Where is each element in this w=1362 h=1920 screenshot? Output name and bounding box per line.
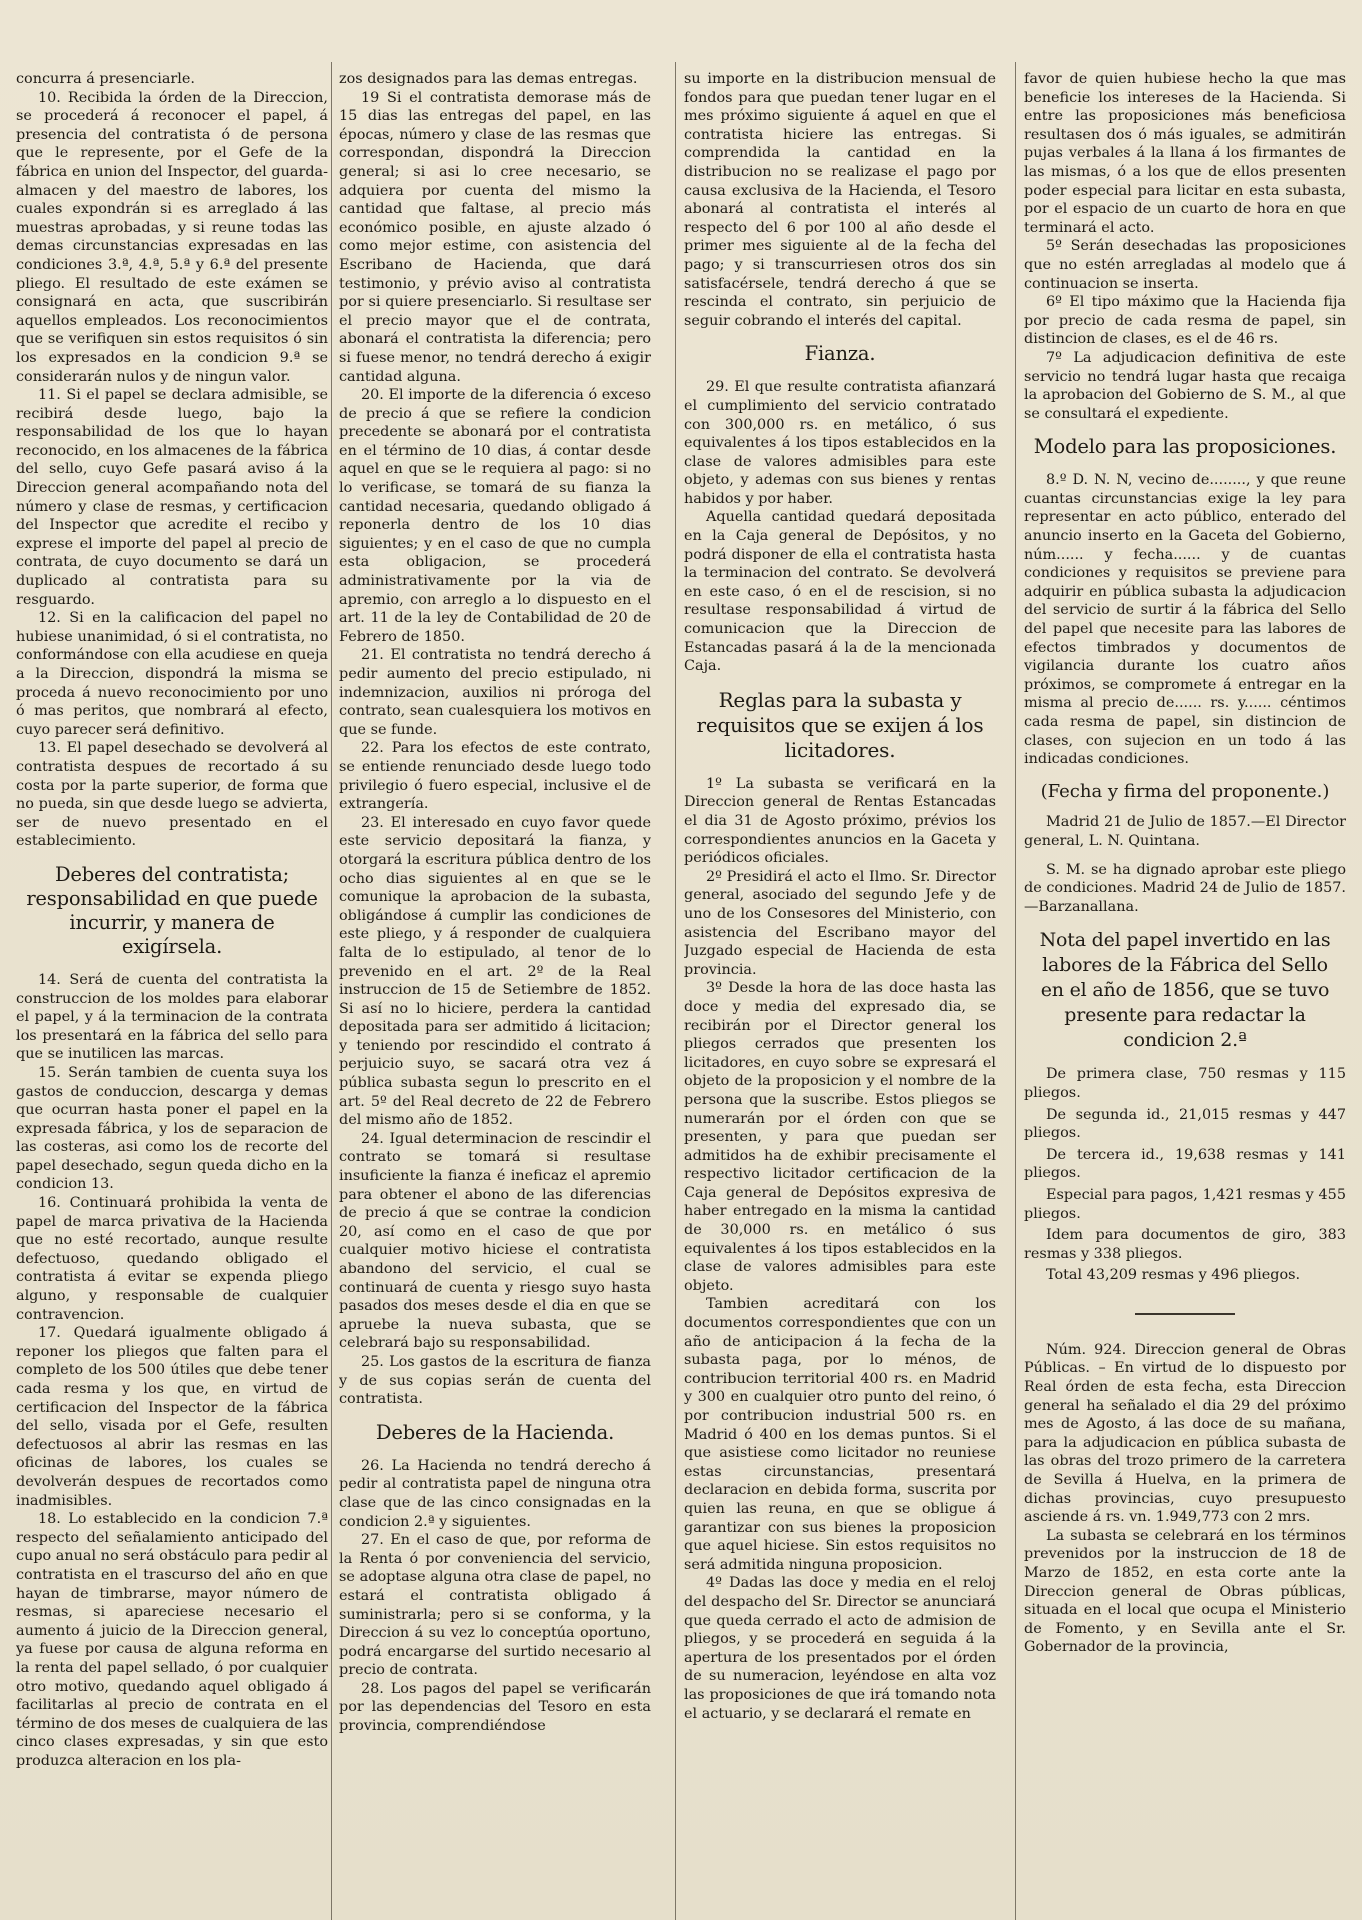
paragraph: 4º Dadas las doce y media en el reloj del despacho del Sr. Director se anunciará que queda cerrado el acto de admision de pliegos, y se procederá en seguida á la apertura de los presentados por el órden de su numeracion, leyéndose en alta voz las proposiciones de que irá tomando nota el actuario, y se declarará el remate en	[684, 1575, 996, 1722]
signature-placeholder: (Fecha y firma del proponente.)	[1040, 780, 1330, 802]
paragraph: favor de quien hubiese hecho la que mas beneficie los intereses de la Hacienda. Si entre las proposiciones más beneficiosa resultasen dos ó más iguales, se admitirán pujas verbales á la llana á los firmantes de las mismas, ó a los que de ellos presenten poder especial para licitar en esta subasta, por el espacio de un cuarto de hora en que terminará el acto.	[1024, 71, 1346, 236]
list-item: Especial para pagos, 1,421 resmas y 455 pliegos.	[1024, 1186, 1346, 1222]
paragraph: 17. Quedará igualmente obligado á reponer los pliegos que falten para el completo de los 500 útiles que debe tener cada resma y los que, en virtud de certificacion del Inspector de la fábrica del sello, visada por el Gefe, resulten defectuosos al abrir las resmas en las oficinas de labores, los cuales se devolverán despues de recortados como inadmisibles.	[16, 1325, 328, 1509]
section-heading: Nota del papel invertido en las labores de la Fábrica del Sello en el año de 1856, que se tuvo presente para redactar la condicion 2.ª	[1039, 929, 1331, 1052]
paragraph: concurra á presenciarle.	[16, 71, 195, 87]
paragraph: Tambien acreditará con los documentos correspondientes que con un año de anticipacion á la fecha de la subasta paga, por lo ménos, de contribucion territorial 400 rs. en Madrid y 300 en cualquier otro punto del reino, ó por contribucion industrial 500 rs. en Madrid ó 400 en los demas puntos. Si el que asistiese como licitador no reuniese estas circunstancias, presentará declaracion en debida forma, suscrita por quien las reuna, en que se obligue á garantizar con sus bienes la proposicion que aquel hiciese. Sin estos requisitos no será admitida ninguna proposicion.	[684, 1296, 996, 1573]
paragraph: 3º Desde la hora de las doce hasta las doce y media del expresado dia, se recibirán por el Director general los pliegos cerrados que presenten los licitadores, en cuyo sobre se expresará el objeto de la proposicion y el nombre de la persona que la suscribe. Estos pliegos se numerarán por el órden con que se presenten, y para que puedan ser admitidos ha de exhibir precisamente el respectivo licitador certificacion de la Caja general de Depósitos expresiva de haber entregado en la misma la cantidad de 30,000 rs. en metálico ó sus equivalentes á los tipos establecidos en la clase de valores admisibles para este objeto.	[684, 980, 996, 1294]
column-2	[339, 70, 651, 1910]
paragraph: 20. El importe de la diferencia ó exceso de precio á que se refiere la condicion precedente se abonará por el contratista en el término de 10 dias, á contar desde aquel en que se le requiera al pago: si no lo verificase, se tomará de su fianza la cantidad necesaria, quedando obligado á reponerla dentro de los 10 dias siguientes; y en el caso de que no cumpla esta obligacion, se procederá administrativamente por la via de apremio, con arreglo a lo dispuesto en el art. 11 de la ley de Contabilidad de 20 de Febrero de 1850.	[339, 387, 651, 645]
paragraph: 11. Si el papel se declara admisible, se recibirá desde luego, bajo la responsabilidad de los que lo hayan reconocido, en los almacenes de la fábrica del sello, cuyo Gefe pasará aviso á la Direccion general acompañando nota del número y clase de resmas, y certificacion del Inspector que acredite el recibo y exprese el importe del papel al precio de contrata, de cuyo documento se dará un duplicado al contratista para su resguardo.	[16, 387, 328, 608]
section-heading: Deberes del contratista; responsabilidad en que puede incurrir, y manera de exigírsela.	[26, 862, 318, 958]
column-divider	[1015, 62, 1016, 1920]
paragraph: zos designados para las demas entregas.	[339, 71, 638, 87]
paragraph: 23. El interesado en cuyo favor quede este servicio depositará la fianza, y otorgará la escritura pública dentro de los ocho dias siguientes al en que se le comunique la aprobacion de la subasta, obligándose á cumplir las condiciones de este pliego, y á responder de cualquiera falta de lo estipulado, al tenor de lo prevenido en el art. 2º de la Real instruccion de 15 de Setiembre de 1852. Si así no lo hiciere, perdera la cantidad depositada para ser admitido á licitacion; y teniendo por rescindido el contrato á perjuicio suyo, se sacará otra vez á pública subasta segun lo prescrito en el art. 5º del Real decreto de 22 de Febrero del mismo año de 1852.	[339, 814, 651, 1129]
column-1	[16, 70, 328, 1910]
list-item: Total 43,209 resmas y 496 pliegos.	[1046, 1267, 1301, 1284]
paragraph: 12. Si en la calificacion del papel no hubiese unanimidad, ó si el contratista, no conformándose con ella acudiese en queja a la Direccion, dispondrá la misma se proceda á nuevo reconocimiento por uno ó mas peritos, que nombrará al efecto, cuyo parecer será definitivo.	[16, 610, 328, 738]
column-divider	[331, 62, 332, 1920]
list-item: De tercera id., 19,638 resmas y 141 pliegos.	[1024, 1146, 1346, 1182]
column-3	[684, 70, 996, 1910]
paragraph: 7º La adjudicacion definitiva de este servicio no tendrá lugar hasta que recaiga la aprobacion del Gobierno de S. M., al que se consultará el expediente.	[1024, 349, 1346, 422]
paragraph: 14. Será de cuenta del contratista la construccion de los moldes para elaborar el papel, y á la terminacion de la contrata los presentará en la fábrica del sello para que se inutilicen las marcas.	[16, 971, 328, 1063]
column-divider	[675, 62, 676, 1920]
paragraph: S. M. se ha dignado aprobar este pliego de condiciones. Madrid 24 de Julio de 1857.—Barzanallana.	[1024, 861, 1346, 915]
paragraph: Madrid 21 de Julio de 1857.—El Director general, L. N. Quintana.	[1024, 814, 1346, 849]
stats-list	[1024, 1065, 1346, 1285]
paragraph: 16. Continuará prohibida la venta de papel de marca privativa de la Hacienda que no esté recortado, aunque resulte defectuoso, quedando obligado el contratista á evitar se expenda pliego alguno, y responsable de cualquier contravencion.	[16, 1195, 328, 1323]
paragraph: 15. Serán tambien de cuenta suya los gastos de conduccion, descarga y demas que ocurran hasta poner el papel en la expresada fábrica, y los de separacion de las costeras, asi como los de recorte del papel desechado, segun queda dicho en la condicion 13.	[16, 1064, 328, 1193]
paragraph: 8.º D. N. N, vecino de........, y que reune cuantas circunstancias exige la ley para representar en acto público, enterado del anuncio inserto en la Gaceta del Gobierno, núm...... y fecha...... y de cuantas condiciones y requisitos se previene para adquirir en pública subasta la adjudicacion del servicio de surtir á la fábrica del Sello del papel que necesite para las labores de efectos timbrados y documentos de vigilancia durante los cuatro años próximos, se compromete á entregar en la misma al precio de...... rs. y...... céntimos cada resma de papel, sin distincion de clases, con sujecion en un todo á las indicadas condiciones.	[1024, 472, 1346, 768]
paragraph: La subasta se celebrará en los términos prevenidos por la instruccion de 18 de Marzo de 1852, en esta corte ante la Direccion general de Obras públicas, situada en el local que ocupa el Ministerio de Fomento, y en Sevilla ante el Sr. Gobernador de la provincia,	[1024, 1527, 1346, 1656]
paragraph: 27. En el caso de que, por reforma de la Renta ó por conveniencia del servicio, se adoptase alguna otra clase de papel, no estará el contratista obligado á suministrarla; pero si se conforma, y la Direccion á su vez lo conceptúa oportuno, podrá encargarse del surtido necesario al precio de contrata.	[339, 1532, 651, 1679]
section-heading: Modelo para las proposiciones.	[1033, 435, 1337, 459]
paragraph: su importe en la distribucion mensual de fondos para que puedan tener lugar en el mes próximo siguiente á aquel en que el contratista hiciere las entregas. Si comprendida la cantidad en la distribucion no se realizase el pago por causa exclusiva de la Hacienda, el Tesoro abonará al contratista el interés al respecto del 6 por 100 al año desde el primer mes siguiente al de la fecha del pago; y si transcurriesen otros dos sin satisfacérsele, tendrá derecho á que se rescinda el contrato, sin perjuicio de seguir cobrando el interés del capital.	[684, 71, 996, 329]
section-heading: Fianza.	[804, 342, 876, 366]
list-item: Idem para documentos de giro, 383 resmas y 338 pliegos.	[1024, 1227, 1346, 1262]
section-heading: Deberes de la Hacienda.	[375, 1420, 615, 1444]
paragraph: 19 Si el contratista demorase más de 15 dias las entregas del papel, en las épocas, número y clase de las resmas que correspondan, dispondrá la Direccion general; si asi lo cree necesario, se adquiera por cuenta del mismo la cantidad que faltase, al precio más económico posible, en ajuste alzado ó como mejor estime, con asistencia del Escribano de Hacienda, que dará testimonio, y prévio aviso al contratista por si quiere presenciarlo. Si resultase ser el precio mayor que el de contrata, abonará el contratista la diferencia; pero si fuese menor, no tendrá derecho á exigir cantidad alguna.	[339, 89, 651, 385]
paragraph: 29. El que resulte contratista afianzará el cumplimiento del servicio contratado con 300,000 rs. en metálico, ó sus equivalentes á los tipos establecidos en la clase de valores admisibles para este objeto, y ademas con sus bienes y rentas habidos y por haber.	[684, 379, 996, 507]
paragraph: Núm. 924. Direccion general de Obras Públicas. – En virtud de lo dispuesto por Real órden de esta fecha, esta Direccion general ha señalado el dia 29 del próximo mes de Agosto, á las doce de su mañana, para la adjudicacion en pública subasta de las obras del trozo primero de la carretera de Sevilla á Huelva, en la primera de dichas provincias, cuyo presupuesto asciende á rs. vn. 1.949,773 con 2 mrs.	[1024, 1341, 1346, 1526]
paragraph: 10. Recibida la órden de la Direccion, se procederá á reconocer el papel, á presencia del contratista ó de persona que le represente, por el Gefe de la fábrica en union del Inspector, del guarda-almacen y del maestro de labores, los cuales expondrán si es arreglado á las muestras aprobadas, y si reune todas las demas circunstancias expresadas en las condiciones 3.ª, 4.ª, 5.ª y 6.ª del presente pliego. El resultado de este exámen se consignará en acta, que suscribirán aquellos empleados. Los reconocimientos que se verifiquen sin estos requisitos ó sin los expresados en la condicion 9.ª se considerarán nulos y de ningun valor.	[16, 89, 328, 385]
paragraph: 28. Los pagos del papel se verificarán por las dependencias del Tesoro en esta provincia, comprendiéndose	[339, 1680, 651, 1735]
paragraph: 6º El tipo máximo que la Hacienda fija por precio de cada resma de papel, sin distincion de clases, es el de 46 rs.	[1024, 294, 1346, 348]
list-item: De primera clase, 750 resmas y 115 pliegos.	[1024, 1066, 1346, 1101]
list-item: De segunda id., 21,015 resmas y 447 pliegos.	[1024, 1106, 1346, 1142]
paragraph: 24. Igual determinacion de rescindir el contrato se tomará si resultase insuficiente la fianza é ineficaz el apremio para obtener el abono de las diferencias de precio á que se contrae la condicion 20, así como en el caso de que por cualquier motivo hiciese el contratista abandono del servicio, el cual se continuará de cuenta y riesgo suyo hasta pasados dos meses desde el dia en que se apruebe la nueva subasta, que se celebrará bajo su responsabilidad.	[339, 1130, 651, 1352]
paragraph: 2º Presidirá el acto el Ilmo. Sr. Director general, asociado del segundo Jefe y de uno de los Consesores del Ministerio, con asistencia del Escribano mayor del Juzgado especial de Hacienda de esta provincia.	[684, 868, 996, 978]
paragraph: 26. La Hacienda no tendrá derecho á pedir al contratista papel de ninguna otra clase que de las cinco consignadas en la condicion 2.ª y siguientes.	[339, 1457, 651, 1530]
paragraph: 18. Lo establecido en la condicion 7.ª respecto del señalamiento anticipado del cupo anual no será obstáculo para pedir al contratista en el trascurso del año en que hayan de timbrarse, mayor número de resmas, si apareciese necesario el aumento á juicio de la Direccion general, ya fuese por causa de alguna reforma en la renta del papel sellado, ó por cualquier otro motivo, quedando aquel obligado á facilitarlas al precio de contrata en el término de dos meses de cualquiera de las cinco clases expresadas, y sin que esto produzca alteracion en los pla-	[16, 1511, 328, 1769]
column-4	[1024, 70, 1346, 1910]
paragraph: Aquella cantidad quedará depositada en la Caja general de Depósitos, y no podrá disponer de ella el contratista hasta la terminacion del contrato. Se devolverá en este caso, ó en el de rescision, si no resultase responsabilidad á virtud de comunicacion que la Direccion de Estancadas pasará á la de la mencionada Caja.	[684, 509, 996, 675]
paragraph: 25. Los gastos de la escritura de fianza y de sus copias serán de cuenta del contratista.	[339, 1353, 651, 1408]
section-heading: Reglas para la subasta y requisitos que se exijen á los licitadores.	[696, 687, 984, 762]
paragraph: 13. El papel desechado se devolverá al contratista despues de recortado á su costa por la parte superior, de forma que no pueda, sin que desde luego se advierta, ser de nuevo presentado en el establecimiento.	[16, 740, 328, 850]
paragraph: 21. El contratista no tendrá derecho á pedir aumento del precio estipulado, ni indemnizacion, auxilios ni próroga del contrato, sean cualesquiera los motivos en que se funde.	[339, 647, 651, 738]
separator-line	[1135, 1313, 1235, 1315]
paragraph: 1º La subasta se verificará en la Direccion general de Rentas Estancadas el dia 31 de Agosto próximo, prévios los correspondientes anuncios en la Gaceta y periódicos oficiales.	[684, 775, 996, 867]
paragraph: 22. Para los efectos de este contrato, se entiende renunciado desde luego todo privilegio ó fuero especial, inclusive el de extrangería.	[339, 740, 651, 813]
paragraph: 5º Serán desechadas las proposiciones que no estén arregladas al modelo que á continuacion se inserta.	[1024, 238, 1346, 292]
